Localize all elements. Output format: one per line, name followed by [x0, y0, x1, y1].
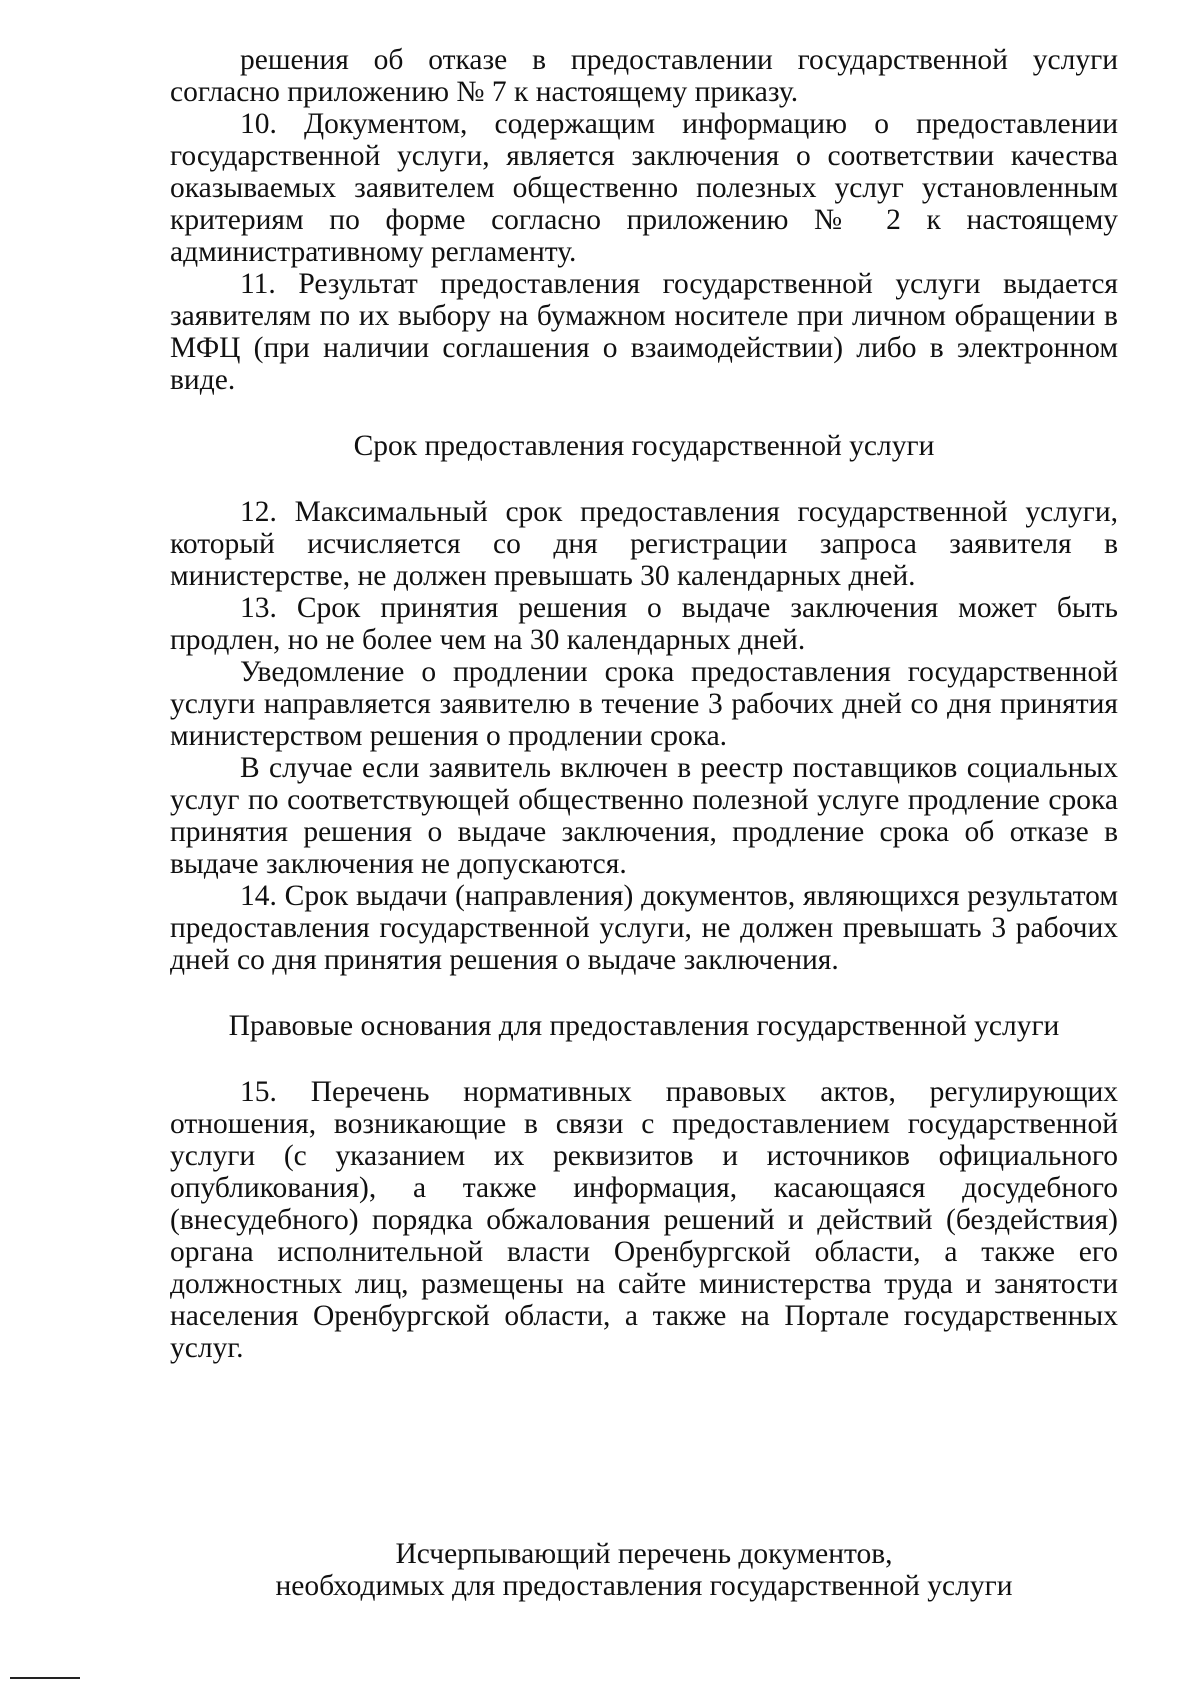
heading-term: Срок предоставления государственной услуги: [353, 430, 935, 462]
paragraph-13-case: В случае если заявитель включен в реестр поставщиков социальных услуг по соответствующей общественно полезной услуге продление срока принятия решения о выдаче заключения, продление срока об отказе в выдаче заключения не допускаются.: [170, 752, 1118, 880]
paragraph-14: 14. Срок выдачи (направления) документов, являющихся результатом предоставления государственной услуги, не должен превышать 3 рабочих дней со дня принятия решения о выдаче заключения.: [170, 880, 1118, 976]
paragraph-intro: решения об отказе в предоставлении государственной услуги согласно приложению № 7 к настоящему приказу.: [170, 44, 1118, 108]
paragraph-11: 11. Результат предоставления государственной услуги выдается заявителям по их выбору на бумажном носителе при личном обращении в МФЦ (при наличии соглашения о взаимодействии) либо в электронном виде.: [170, 268, 1118, 396]
heading-docs: [170, 1538, 1118, 1602]
document-page: [170, 44, 1118, 1602]
footnote-rule: [10, 1677, 80, 1679]
paragraph-13: 13. Срок принятия решения о выдаче заключения может быть продлен, но не более чем на 30 календарных дней.: [170, 592, 1118, 656]
heading-docs-line1: Исчерпывающий перечень документов,: [395, 1538, 893, 1570]
paragraph-12: 12. Максимальный срок предоставления государственной услуги, который исчисляется со дня регистрации запроса заявителя в министерстве, не должен превышать 30 календарных дней.: [170, 496, 1118, 592]
heading-docs-line2: необходимых для предоставления государственной услуги: [275, 1570, 1013, 1602]
paragraph-15: 15. Перечень нормативных правовых актов, регулирующих отношения, возникающие в связи с предоставлением государственной услуги (с указанием их реквизитов и источников официального опубликования), а также информация, касающаяся досудебного (внесудебного) порядка обжалования решений и действий (бездействия) органа исполнительной власти Оренбургской области, а также его должностных лиц, размещены на сайте министерства труда и занятости населения Оренбургской области, а также на Портале государственных услуг.: [170, 1076, 1118, 1364]
paragraph-10: 10. Документом, содержащим информацию о предоставлении государственной услуги, является заключения о соответствии качества оказываемых заявителем общественно полезных услуг установленным критериям по форме согласно приложению № 2 к настоящему административному регламенту.: [170, 108, 1118, 268]
heading-legal: Правовые основания для предоставления государственной услуги: [228, 1010, 1060, 1042]
paragraph-13-notice: Уведомление о продлении срока предоставления государственной услуги направляется заявителю в течение 3 рабочих дней со дня принятия министерством решения о продлении срока.: [170, 656, 1118, 752]
